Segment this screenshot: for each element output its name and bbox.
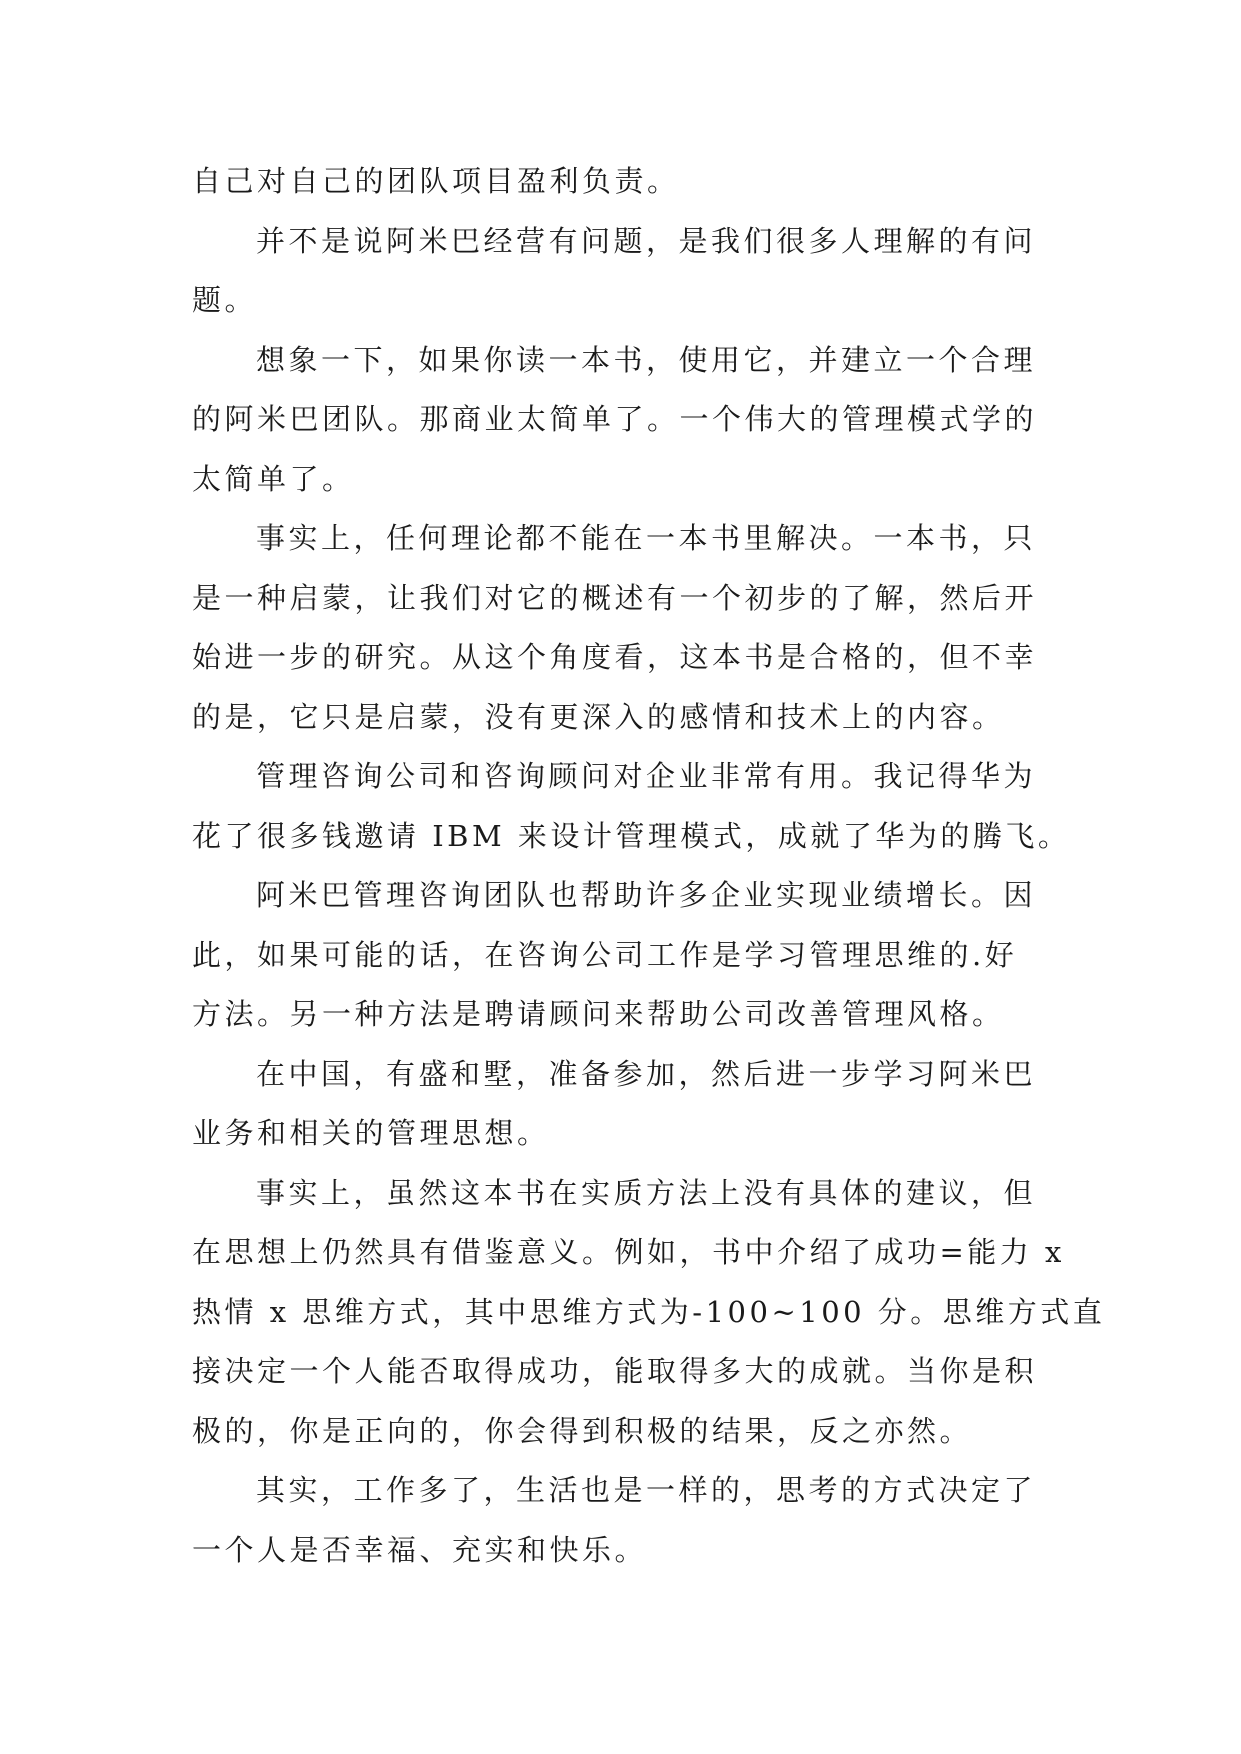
text-line: 的是，它只是启蒙，没有更深入的感情和技术上的内容。: [192, 699, 1005, 734]
text-line: 管理咨询公司和咨询顾问对企业非常有用。我记得华为: [256, 759, 1037, 793]
text-line: 一个人是否幸福、充实和快乐。: [192, 1532, 648, 1567]
text-line: 事实上，任何理论都不能在一本书里解决。一本书，只: [256, 521, 1037, 555]
text-line: 自己对自己的团队项目盈利负责。: [192, 164, 680, 198]
text-line: 始进一步的研究。从这个角度看，这本书是合格的，但不幸: [192, 640, 1038, 674]
text-line: 太简单了。: [192, 461, 355, 496]
text-line: 是一种启蒙，让我们对它的概述有一个初步的了解，然后开: [192, 580, 1038, 615]
text-line: 的阿米巴团队。那商业太简单了。一个伟大的管理模式学的: [192, 402, 1038, 436]
text-line: 在思想上仍然具有借鉴意义。例如，书中介绍了成功=能力 x: [192, 1235, 1065, 1269]
text-line: 题。: [192, 283, 258, 317]
text-line: 此，如果可能的话，在咨询公司工作是学习管理思维的.好: [192, 937, 1018, 972]
text-line: 热情 x 思维方式，其中思维方式为-100~100 分。思维方式直: [192, 1294, 1106, 1329]
document-body: [192, 152, 1106, 1580]
text-line: 阿米巴管理咨询团队也帮助许多企业实现业绩增长。因: [256, 878, 1037, 912]
text-line: 业务和相关的管理思想。: [192, 1116, 550, 1150]
text-line: 在中国，有盛和墅，准备参加，然后进一步学习阿米巴: [256, 1056, 1037, 1091]
text-line: 极的，你是正向的，你会得到积极的结果，反之亦然。: [192, 1413, 973, 1448]
text-line: 接决定一个人能否取得成功，能取得多大的成就。当你是积: [192, 1354, 1038, 1388]
text-line: 花了很多钱邀请 IBM 来设计管理模式，成就了华为的腾飞。: [192, 818, 1071, 853]
text-line: 其实，工作多了，生活也是一样的，思考的方式决定了: [256, 1473, 1037, 1507]
text-line: 方法。另一种方法是聘请顾问来帮助公司改善管理风格。: [192, 997, 1005, 1031]
text-line: 并不是说阿米巴经营有问题，是我们很多人理解的有问: [256, 223, 1037, 258]
text-line: 想象一下，如果你读一本书，使用它，并建立一个合理: [256, 342, 1037, 377]
text-line: 事实上，虽然这本书在实质方法上没有具体的建议，但: [256, 1175, 1037, 1210]
